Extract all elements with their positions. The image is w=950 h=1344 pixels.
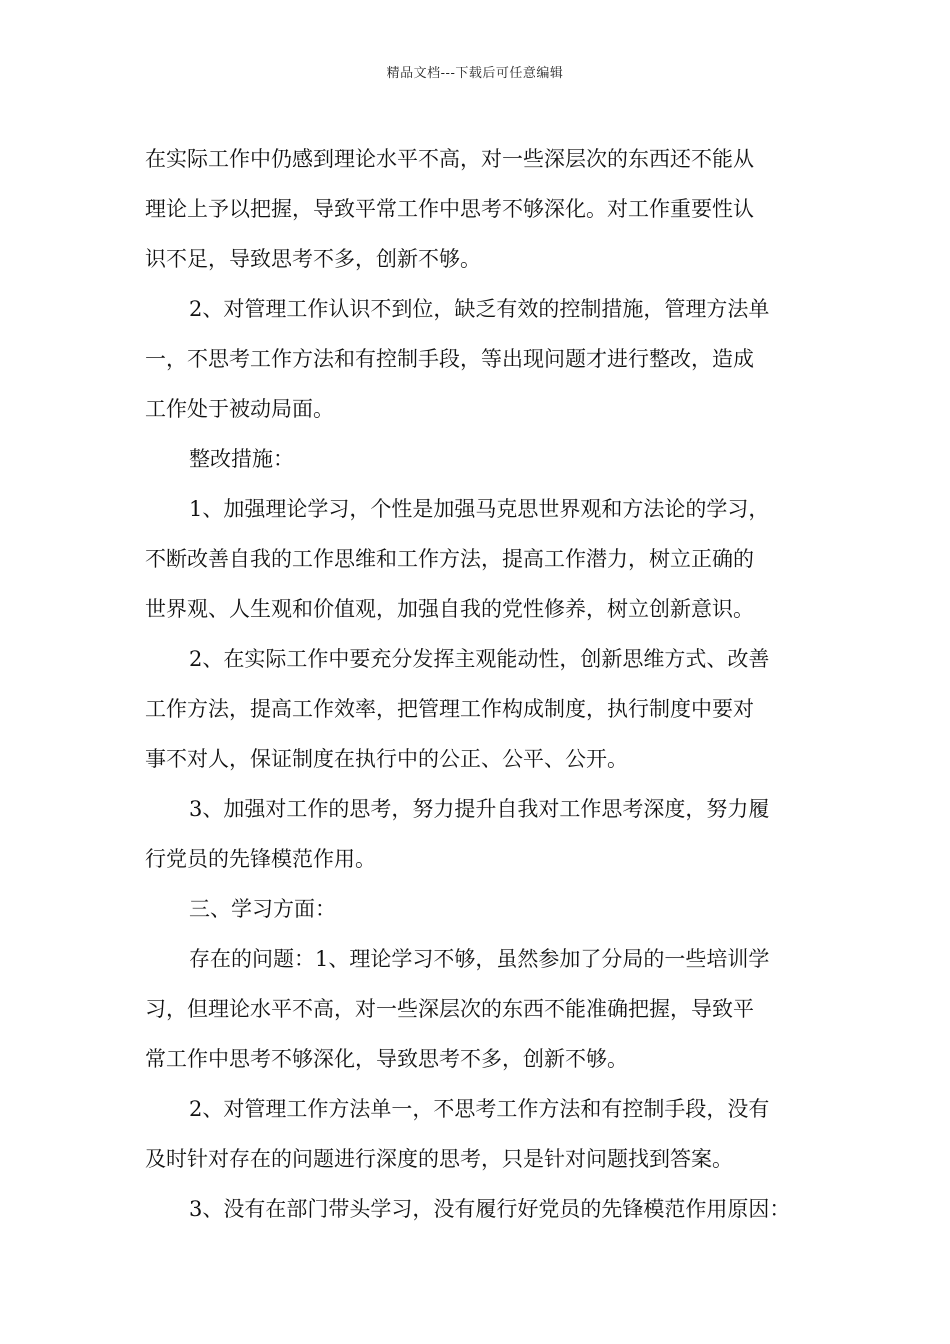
- text-line: 世界观、人生观和价值观，加强自我的党性修养，树立创新意识。: [145, 597, 754, 621]
- text-line: 工作处于被动局面。: [145, 397, 334, 421]
- text-line: 存在的问题：1、理论学习不够，虽然参加了分局的一些培训学: [189, 947, 770, 971]
- paragraph: [145, 284, 825, 434]
- text-line: 3、没有在部门带头学习，没有履行好党员的先锋模范作用原因：: [189, 1197, 791, 1221]
- text-line: 2、对管理工作方法单一，不思考工作方法和有控制手段，没有: [189, 1097, 770, 1121]
- paragraph: [145, 784, 825, 884]
- page-header: 精品文档---下载后可任意编辑: [386, 66, 564, 81]
- text-line: 识不足，导致思考不多，创新不够。: [145, 247, 481, 271]
- text-line: 工作方法，提高工作效率，把管理工作构成制度，执行制度中要对: [145, 697, 754, 721]
- paragraph: [145, 1184, 825, 1234]
- text-line: 三、学习方面：: [189, 897, 336, 921]
- text-line: 事不对人，保证制度在执行中的公正、公平、公开。: [145, 747, 628, 771]
- paragraph: [145, 434, 825, 484]
- text-line: 常工作中思考不够深化，导致思考不多，创新不够。: [145, 1047, 628, 1071]
- text-line: 3、加强对工作的思考，努力提升自我对工作思考深度，努力履: [189, 797, 770, 821]
- text-line: 一，不思考工作方法和有控制手段，等出现问题才进行整改，造成: [145, 347, 754, 371]
- text-line: 1、加强理论学习，个性是加强马克思世界观和方法论的学习，: [189, 497, 770, 521]
- text-line: 理论上予以把握，导致平常工作中思考不够深化。对工作重要性认: [145, 197, 754, 221]
- text-line: 整改措施：: [189, 447, 294, 471]
- paragraph: [145, 134, 825, 284]
- text-line: 不断改善自我的工作思维和工作方法，提高工作潜力，树立正确的: [145, 547, 754, 571]
- text-line: 及时针对存在的问题进行深度的思考，只是针对问题找到答案。: [145, 1147, 733, 1171]
- text-line: 2、对管理工作认识不到位，缺乏有效的控制措施，管理方法单: [189, 297, 770, 321]
- text-line: 2、在实际工作中要充分发挥主观能动性，创新思维方式、改善: [189, 647, 770, 671]
- paragraph: [145, 484, 825, 634]
- paragraph: [145, 934, 825, 1084]
- text-line: 行党员的先锋模范作用。: [145, 847, 376, 871]
- paragraph: [145, 884, 825, 934]
- text-line: 在实际工作中仍感到理论水平不高，对一些深层次的东西还不能从: [145, 147, 754, 171]
- text-line: 习，但理论水平不高，对一些深层次的东西不能准确把握，导致平: [145, 997, 754, 1021]
- document-body: [145, 134, 825, 1234]
- paragraph: [145, 1084, 825, 1184]
- paragraph: [145, 634, 825, 784]
